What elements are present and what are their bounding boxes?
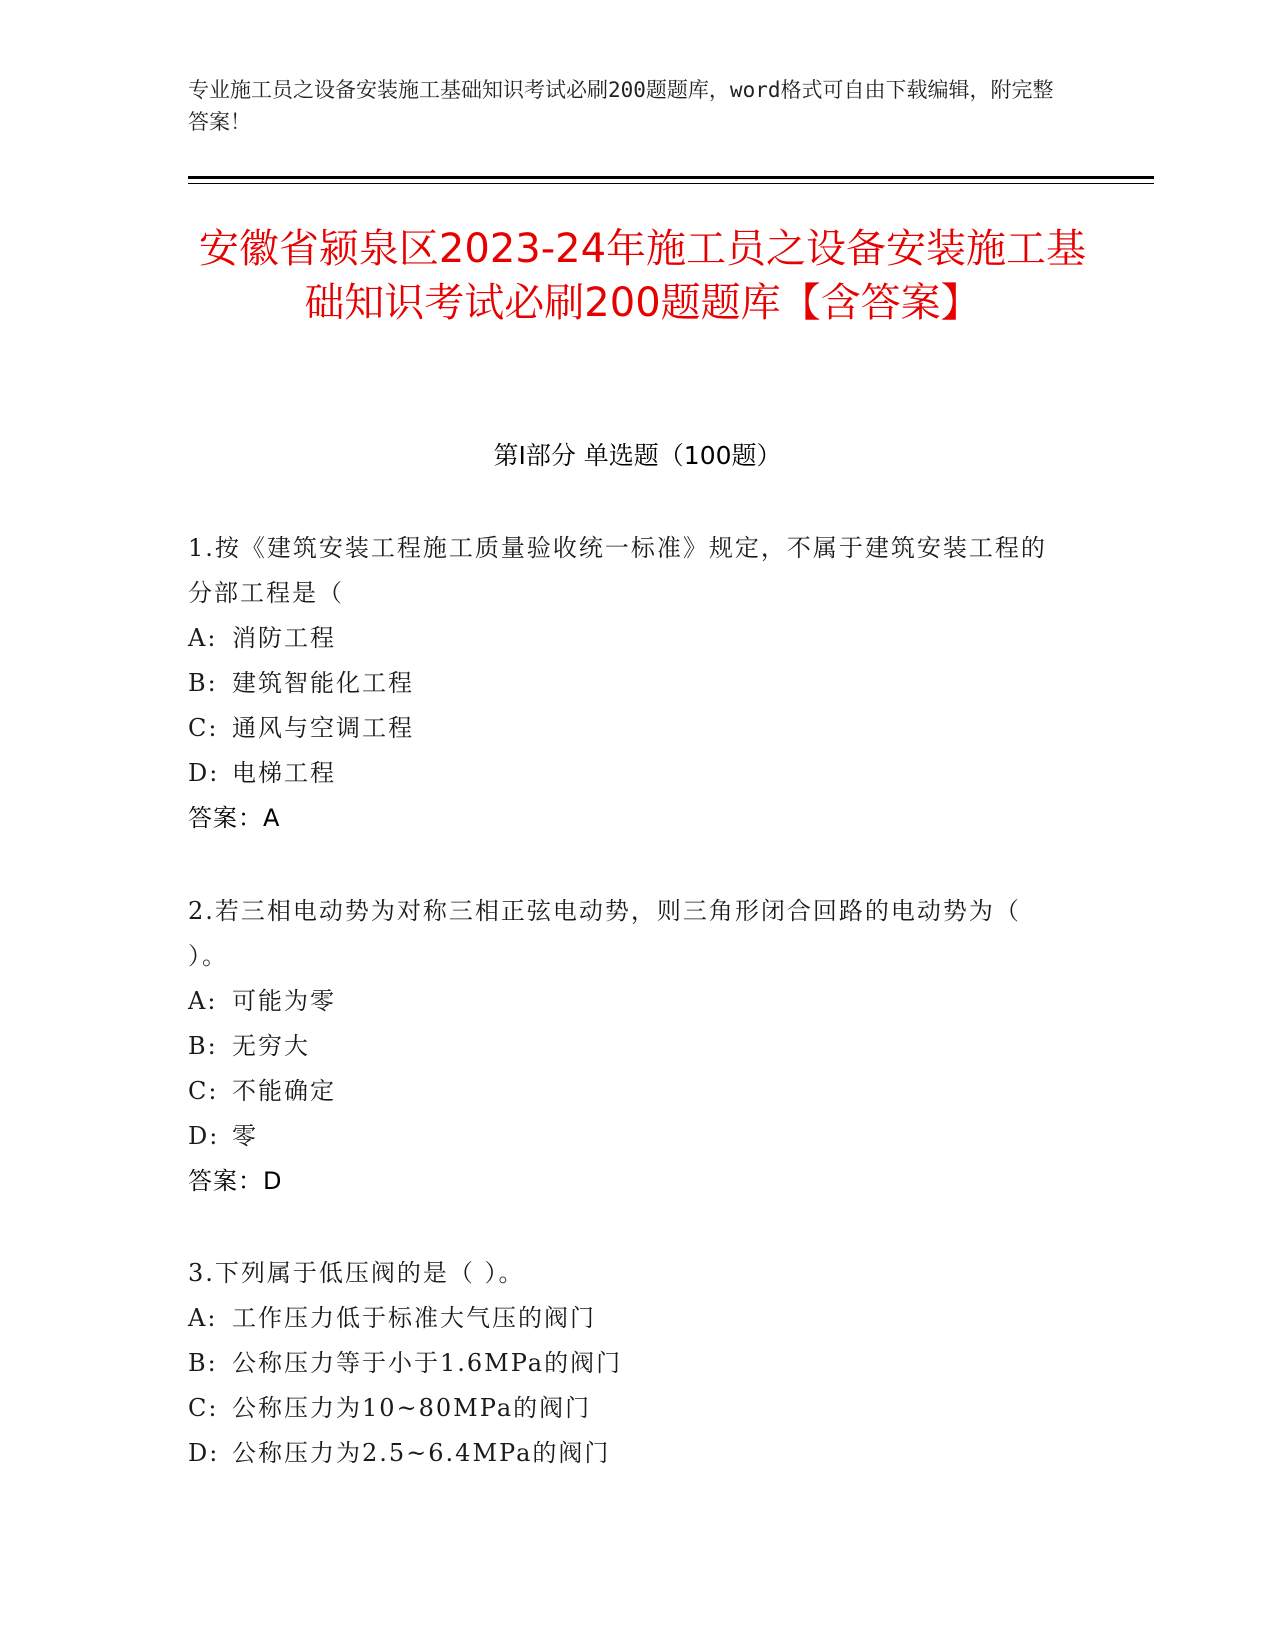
option-letter: C: — [188, 1077, 219, 1105]
option-c — [188, 1069, 1068, 1114]
option-a — [188, 616, 1068, 661]
option-text: 消防工程 — [232, 624, 336, 652]
option-text: 电梯工程 — [232, 759, 336, 787]
answer-label: 答案： — [188, 1167, 263, 1195]
option-c — [188, 706, 1068, 751]
option-b — [188, 1341, 1068, 1386]
option-b — [188, 661, 1068, 706]
option-letter: B: — [188, 1349, 218, 1377]
option-letter: A: — [188, 1304, 218, 1332]
option-text: 公称压力为10~80MPa的阀门 — [232, 1394, 592, 1422]
question-3 — [188, 1251, 1068, 1476]
option-text: 不能确定 — [232, 1077, 336, 1105]
option-text: 公称压力为2.5~6.4MPa的阀门 — [232, 1439, 611, 1467]
option-a — [188, 979, 1068, 1024]
option-letter: C: — [188, 714, 219, 742]
question-1 — [188, 526, 1068, 841]
option-d — [188, 1431, 1068, 1476]
option-letter: A: — [188, 987, 218, 1015]
option-letter: B: — [188, 1032, 218, 1060]
answer-value: D — [263, 1167, 283, 1195]
option-letter: B: — [188, 669, 218, 697]
question-2 — [188, 889, 1068, 1204]
header-divider — [188, 176, 1154, 179]
option-text: 工作压力低于标准大气压的阀门 — [232, 1304, 596, 1332]
document-title: 安徽省颍泉区2023-24年施工员之设备安装施工基础知识考试必刷200题题库【含答案】 — [198, 226, 1087, 326]
section-heading: 第Ⅰ部分 单选题（100题） — [493, 441, 782, 470]
option-c — [188, 1386, 1068, 1431]
option-d — [188, 751, 1068, 796]
answer-label: 答案： — [188, 804, 263, 832]
option-text: 公称压力等于小于1.6MPa的阀门 — [232, 1349, 623, 1377]
option-letter: C: — [188, 1394, 219, 1422]
option-letter: D: — [188, 759, 220, 787]
option-text: 通风与空调工程 — [232, 714, 414, 742]
question-stem: 1.按《建筑安装工程施工质量验收统一标准》规定，不属于建筑安装工程的分部工程是（ — [188, 534, 1047, 607]
question-stem: 3.下列属于低压阀的是（ ）。 — [188, 1259, 525, 1287]
header-divider-thin — [188, 183, 1154, 184]
option-text: 可能为零 — [232, 987, 336, 1015]
header-note: 专业施工员之设备安装施工基础知识考试必刷200题题库，word格式可自由下载编辑，附完整答案！ — [188, 78, 1054, 134]
option-letter: D: — [188, 1122, 220, 1150]
option-text: 零 — [232, 1122, 258, 1150]
answer-value: A — [263, 804, 281, 832]
option-text: 无穷大 — [232, 1032, 310, 1060]
option-letter: A: — [188, 624, 218, 652]
option-d — [188, 1114, 1068, 1159]
option-a — [188, 1296, 1068, 1341]
answer-line — [188, 1159, 1068, 1204]
option-text: 建筑智能化工程 — [232, 669, 414, 697]
option-b — [188, 1024, 1068, 1069]
question-stem: 2.若三相电动势为对称三相正弦电动势，则三角形闭合回路的电动势为（ ）。 — [188, 897, 1021, 970]
answer-line — [188, 796, 1068, 841]
option-letter: D: — [188, 1439, 220, 1467]
